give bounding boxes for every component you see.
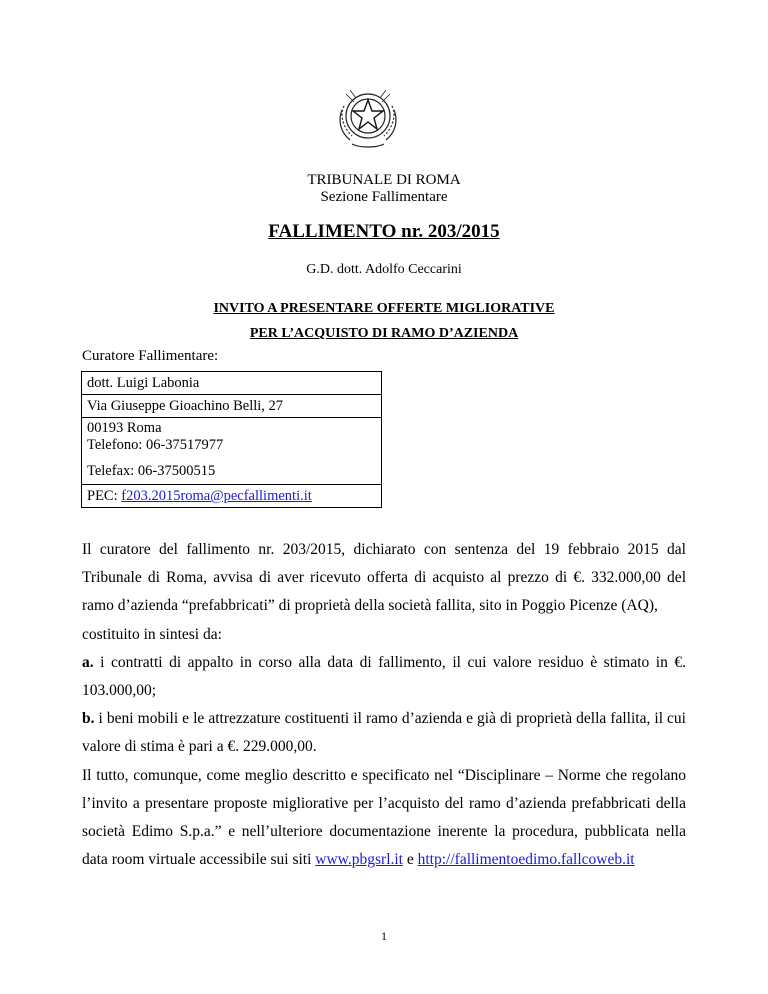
item-a-label: a. bbox=[82, 653, 94, 671]
curator-pec-row bbox=[82, 485, 381, 507]
curator-label: Curatore Fallimentare: bbox=[82, 348, 219, 364]
court-section: Sezione Fallimentare bbox=[320, 189, 448, 205]
link-joiner: e bbox=[402, 851, 418, 869]
curator-city: 00193 Roma bbox=[87, 420, 162, 436]
curator-phone: Telefono: 06-37517977 bbox=[87, 437, 224, 453]
page-number: 1 bbox=[381, 929, 387, 943]
item-a bbox=[82, 649, 686, 705]
pec-link[interactable]: f203.2015roma@pecfallimenti.it bbox=[121, 488, 312, 504]
notice-heading-line1: INVITO A PRESENTARE OFFERTE MIGLIORATIVE bbox=[213, 301, 555, 316]
pec-label: PEC: bbox=[87, 488, 122, 504]
judge-name: G.D. dott. Adolfo Ceccarini bbox=[306, 262, 462, 277]
item-b bbox=[82, 705, 686, 761]
emblem-icon bbox=[330, 80, 406, 152]
curator-name: dott. Luigi Labonia bbox=[82, 372, 381, 395]
closing-paragraph bbox=[82, 762, 686, 875]
page-title: FALLIMENTO nr. 203/2015 bbox=[268, 221, 500, 242]
closing-text: Il tutto, comunque, come meglio descritto e specificato nel “Disciplinare – Norme che regolano l’invito a presentare proposte migliorative per l’acquisto del ramo d’azienda prefabbricati della società Edimo S.p.a.” e nell’ulteriore documentazione inerente la procedura, pubblicata nella data room virtuale accessibile sui siti bbox=[82, 766, 686, 869]
item-b-label: b. bbox=[82, 710, 95, 728]
link-pbgsrl[interactable]: www.pbgsrl.it bbox=[315, 851, 403, 869]
curator-contact-box bbox=[81, 371, 382, 508]
intro-paragraph: Il curatore del fallimento nr. 203/2015, dichiarato con sentenza del 19 febbraio 2015 dal Tribunale di Roma, avvisa di aver ricevuto offerta di acquisto al prezzo di €. 332.000,00 del ramo d’azienda “prefabbricati” di proprietà della società fallita, sito in Poggio Picenze (AQ), bbox=[82, 541, 686, 615]
curator-fax: Telefax: 06-37500515 bbox=[87, 463, 216, 479]
notice-body bbox=[82, 536, 686, 874]
court-name: TRIBUNALE DI ROMA bbox=[307, 172, 461, 188]
item-b-text: i beni mobili e le attrezzature costituenti il ramo d’azienda e già di proprietà della fallita, il cui valore di stima è pari a €. 229.000,00. bbox=[82, 710, 686, 756]
item-a-text: i contratti di appalto in corso alla data di fallimento, il cui valore residuo è stimato in €. 103.000,00; bbox=[82, 653, 686, 700]
court-header bbox=[0, 172, 768, 206]
link-fallcoweb[interactable]: http://fallimentoedimo.fallcoweb.it bbox=[417, 851, 635, 869]
notice-heading-line2: PER L’ACQUISTO DI RAMO D’AZIENDA bbox=[249, 326, 519, 341]
composed-line: costituito in sintesi da: bbox=[82, 625, 222, 643]
curator-address: Via Giuseppe Gioachino Belli, 27 bbox=[82, 395, 381, 418]
curator-contacts bbox=[82, 418, 381, 485]
